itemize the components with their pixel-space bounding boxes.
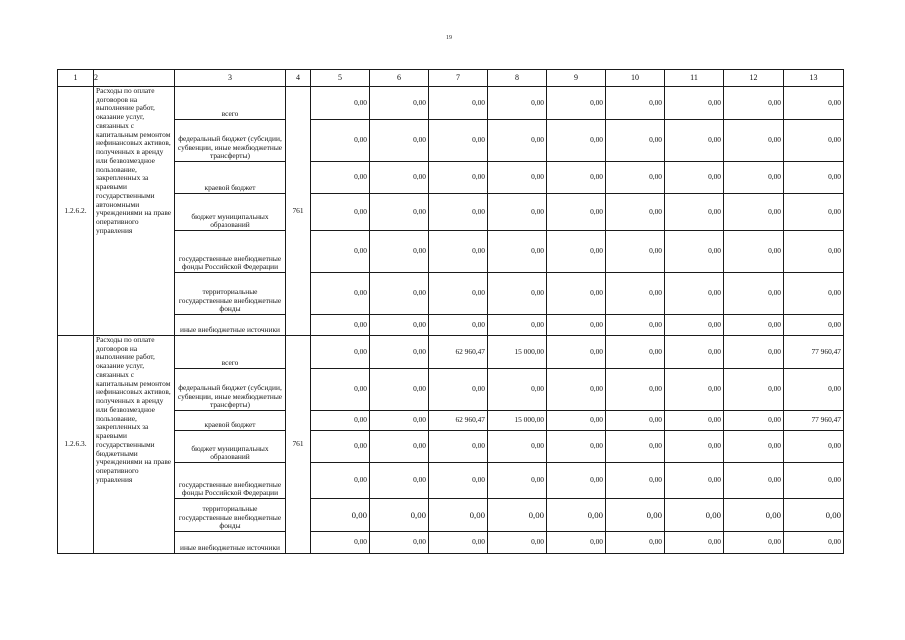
amount-cell: 0,00	[370, 336, 429, 369]
amount-cell: 0,00	[547, 411, 606, 431]
amount-cell: 0,00	[606, 87, 665, 120]
table-row	[58, 162, 844, 194]
amount-cell: 0,00	[311, 87, 370, 120]
amount-cell: 0,00	[370, 87, 429, 120]
amount-cell: 0,00	[784, 87, 844, 120]
table-row	[58, 120, 844, 162]
amount-cell: 15 000,00	[488, 411, 547, 431]
amount-cell: 0,00	[370, 411, 429, 431]
funding-source: государственные внебюджетные фонды Российской Федерации	[175, 463, 286, 499]
amount-cell: 0,00	[370, 231, 429, 273]
amount-cell: 0,00	[429, 194, 488, 231]
item-code: 1.2.6.2.	[58, 87, 94, 336]
amount-cell: 0,00	[665, 431, 724, 463]
amount-cell: 62 960,47	[429, 411, 488, 431]
table-row	[58, 532, 844, 554]
amount-cell: 0,00	[429, 463, 488, 499]
amount-cell: 0,00	[547, 532, 606, 554]
amount-cell: 0,00	[488, 315, 547, 336]
amount-cell: 0,00	[784, 273, 844, 315]
item-code: 1.2.6.3.	[58, 336, 94, 554]
amount-cell: 0,00	[370, 431, 429, 463]
amount-cell: 0,00	[547, 369, 606, 411]
amount-cell: 0,00	[784, 315, 844, 336]
amount-cell: 0,00	[311, 231, 370, 273]
table-row	[58, 336, 844, 369]
amount-cell: 0,00	[488, 194, 547, 231]
amount-cell: 0,00	[488, 231, 547, 273]
amount-cell: 0,00	[488, 87, 547, 120]
amount-cell: 0,00	[724, 87, 784, 120]
amount-cell: 0,00	[488, 499, 547, 532]
amount-cell: 0,00	[606, 431, 665, 463]
amount-cell: 0,00	[488, 532, 547, 554]
amount-cell: 0,00	[665, 411, 724, 431]
funding-source: иные внебюджетные источники	[175, 315, 286, 336]
amount-cell: 0,00	[488, 369, 547, 411]
amount-cell: 0,00	[784, 120, 844, 162]
amount-cell: 62 960,47	[429, 336, 488, 369]
amount-cell: 0,00	[311, 194, 370, 231]
page-number: 19	[446, 35, 452, 41]
amount-cell: 0,00	[429, 499, 488, 532]
header-cell: 3	[175, 70, 286, 87]
funding-source: иные внебюджетные источники	[175, 532, 286, 554]
amount-cell: 0,00	[311, 336, 370, 369]
amount-cell: 0,00	[665, 463, 724, 499]
amount-cell: 0,00	[311, 315, 370, 336]
amount-cell: 0,00	[488, 120, 547, 162]
amount-cell: 0,00	[665, 120, 724, 162]
amount-cell: 77 960,47	[784, 336, 844, 369]
item-description: Расходы по оплате договоров на выполнение работ, оказание услуг, связанных с капитальным ремонтом нефинансовых активов, полученных в аренду или безвозмездное пользование, закрепленных за краевыми государственными бюджетными учреждениями на праве оперативного управления	[94, 336, 175, 554]
amount-cell: 0,00	[488, 431, 547, 463]
amount-cell: 0,00	[724, 120, 784, 162]
table-body	[58, 87, 844, 554]
amount-cell: 0,00	[547, 463, 606, 499]
amount-cell: 0,00	[724, 532, 784, 554]
amount-cell: 0,00	[429, 273, 488, 315]
header-cell: 7	[429, 70, 488, 87]
header-cell: 10	[606, 70, 665, 87]
amount-cell: 0,00	[784, 499, 844, 532]
amount-cell: 0,00	[429, 315, 488, 336]
amount-cell: 0,00	[724, 369, 784, 411]
amount-cell: 0,00	[547, 336, 606, 369]
header-cell: 6	[370, 70, 429, 87]
amount-cell: 0,00	[724, 194, 784, 231]
amount-cell: 0,00	[606, 162, 665, 194]
amount-cell: 0,00	[606, 120, 665, 162]
amount-cell: 0,00	[429, 120, 488, 162]
amount-cell: 0,00	[724, 315, 784, 336]
funding-source: бюджет муниципальных образований	[175, 431, 286, 463]
header-row	[58, 70, 844, 87]
table-row	[58, 499, 844, 532]
amount-cell: 0,00	[606, 532, 665, 554]
amount-cell: 0,00	[724, 273, 784, 315]
amount-cell: 0,00	[547, 431, 606, 463]
funding-source: государственные внебюджетные фонды Российской Федерации	[175, 231, 286, 273]
table-row	[58, 87, 844, 120]
funding-source: федеральный бюджет (субсидии, субвенции, иные межбюджетные трансферты)	[175, 369, 286, 411]
amount-cell: 0,00	[665, 162, 724, 194]
amount-cell: 0,00	[370, 315, 429, 336]
table-row	[58, 463, 844, 499]
amount-cell: 0,00	[606, 411, 665, 431]
amount-cell: 0,00	[724, 336, 784, 369]
funding-source: всего	[175, 87, 286, 120]
amount-cell: 0,00	[724, 231, 784, 273]
amount-cell: 0,00	[488, 463, 547, 499]
amount-cell: 0,00	[370, 532, 429, 554]
amount-cell: 0,00	[784, 463, 844, 499]
amount-cell: 0,00	[311, 120, 370, 162]
amount-cell: 0,00	[724, 162, 784, 194]
amount-cell: 0,00	[724, 411, 784, 431]
amount-cell: 0,00	[429, 87, 488, 120]
amount-cell: 0,00	[547, 120, 606, 162]
header-cell: 13	[784, 70, 844, 87]
amount-cell: 0,00	[370, 463, 429, 499]
amount-cell: 0,00	[665, 231, 724, 273]
funding-source: бюджет муниципальных образований	[175, 194, 286, 231]
amount-cell: 0,00	[606, 499, 665, 532]
budget-code: 761	[286, 87, 311, 336]
amount-cell: 0,00	[311, 463, 370, 499]
amount-cell: 0,00	[606, 336, 665, 369]
amount-cell: 0,00	[429, 231, 488, 273]
amount-cell: 0,00	[547, 194, 606, 231]
amount-cell: 0,00	[665, 315, 724, 336]
header-cell: 11	[665, 70, 724, 87]
amount-cell: 0,00	[784, 532, 844, 554]
table-row	[58, 315, 844, 336]
amount-cell: 0,00	[547, 273, 606, 315]
amount-cell: 0,00	[547, 231, 606, 273]
header-cell: 1	[58, 70, 94, 87]
amount-cell: 0,00	[665, 273, 724, 315]
table-row	[58, 431, 844, 463]
amount-cell: 0,00	[665, 194, 724, 231]
amount-cell: 0,00	[784, 231, 844, 273]
funding-source: краевой бюджет	[175, 162, 286, 194]
amount-cell: 0,00	[370, 162, 429, 194]
amount-cell: 0,00	[311, 431, 370, 463]
amount-cell: 0,00	[784, 194, 844, 231]
budget-code: 761	[286, 336, 311, 554]
financing-table	[57, 69, 844, 554]
amount-cell: 0,00	[547, 87, 606, 120]
amount-cell: 0,00	[665, 336, 724, 369]
amount-cell: 77 960,47	[784, 411, 844, 431]
amount-cell: 0,00	[370, 273, 429, 315]
amount-cell: 0,00	[606, 273, 665, 315]
funding-source: федеральный бюджет (субсидии, субвенции, иные межбюджетные трансферты)	[175, 120, 286, 162]
amount-cell: 0,00	[370, 194, 429, 231]
amount-cell: 0,00	[665, 499, 724, 532]
amount-cell: 0,00	[784, 162, 844, 194]
amount-cell: 0,00	[547, 499, 606, 532]
amount-cell: 0,00	[724, 431, 784, 463]
amount-cell: 0,00	[311, 162, 370, 194]
header-cell: 4	[286, 70, 311, 87]
amount-cell: 0,00	[370, 369, 429, 411]
amount-cell: 0,00	[429, 369, 488, 411]
amount-cell: 0,00	[547, 315, 606, 336]
funding-source: всего	[175, 336, 286, 369]
table-row	[58, 231, 844, 273]
amount-cell: 0,00	[311, 273, 370, 315]
amount-cell: 0,00	[606, 463, 665, 499]
amount-cell: 0,00	[370, 499, 429, 532]
amount-cell: 0,00	[311, 369, 370, 411]
table-row	[58, 369, 844, 411]
amount-cell: 0,00	[724, 499, 784, 532]
table-row	[58, 273, 844, 315]
amount-cell: 0,00	[370, 120, 429, 162]
header-cell: 12	[724, 70, 784, 87]
amount-cell: 0,00	[311, 532, 370, 554]
amount-cell: 0,00	[606, 194, 665, 231]
amount-cell: 0,00	[311, 499, 370, 532]
table-row	[58, 411, 844, 431]
header-cell: 5	[311, 70, 370, 87]
header-cell: 2	[94, 70, 175, 87]
amount-cell: 0,00	[429, 532, 488, 554]
item-description: Расходы по оплате договоров на выполнение работ, оказание услуг, связанных с капитальным ремонтом нефинансовых активов, полученных в аренду или безвозмездное пользование, закрепленных за краевыми государственными автономными учреждениями на праве оперативного управления	[94, 87, 175, 336]
amount-cell: 0,00	[784, 369, 844, 411]
amount-cell: 0,00	[488, 162, 547, 194]
amount-cell: 0,00	[488, 273, 547, 315]
amount-cell: 0,00	[784, 431, 844, 463]
amount-cell: 0,00	[606, 315, 665, 336]
amount-cell: 0,00	[606, 231, 665, 273]
amount-cell: 0,00	[665, 369, 724, 411]
header-cell: 8	[488, 70, 547, 87]
amount-cell: 0,00	[606, 369, 665, 411]
funding-source: территориальные государственные внебюджетные фонды	[175, 499, 286, 532]
funding-source: территориальные государственные внебюджетные фонды	[175, 273, 286, 315]
amount-cell: 0,00	[311, 411, 370, 431]
header-cell: 9	[547, 70, 606, 87]
amount-cell: 15 000,00	[488, 336, 547, 369]
table-row	[58, 194, 844, 231]
funding-source: краевой бюджет	[175, 411, 286, 431]
amount-cell: 0,00	[547, 162, 606, 194]
amount-cell: 0,00	[724, 463, 784, 499]
amount-cell: 0,00	[429, 431, 488, 463]
amount-cell: 0,00	[665, 532, 724, 554]
amount-cell: 0,00	[429, 162, 488, 194]
amount-cell: 0,00	[665, 87, 724, 120]
